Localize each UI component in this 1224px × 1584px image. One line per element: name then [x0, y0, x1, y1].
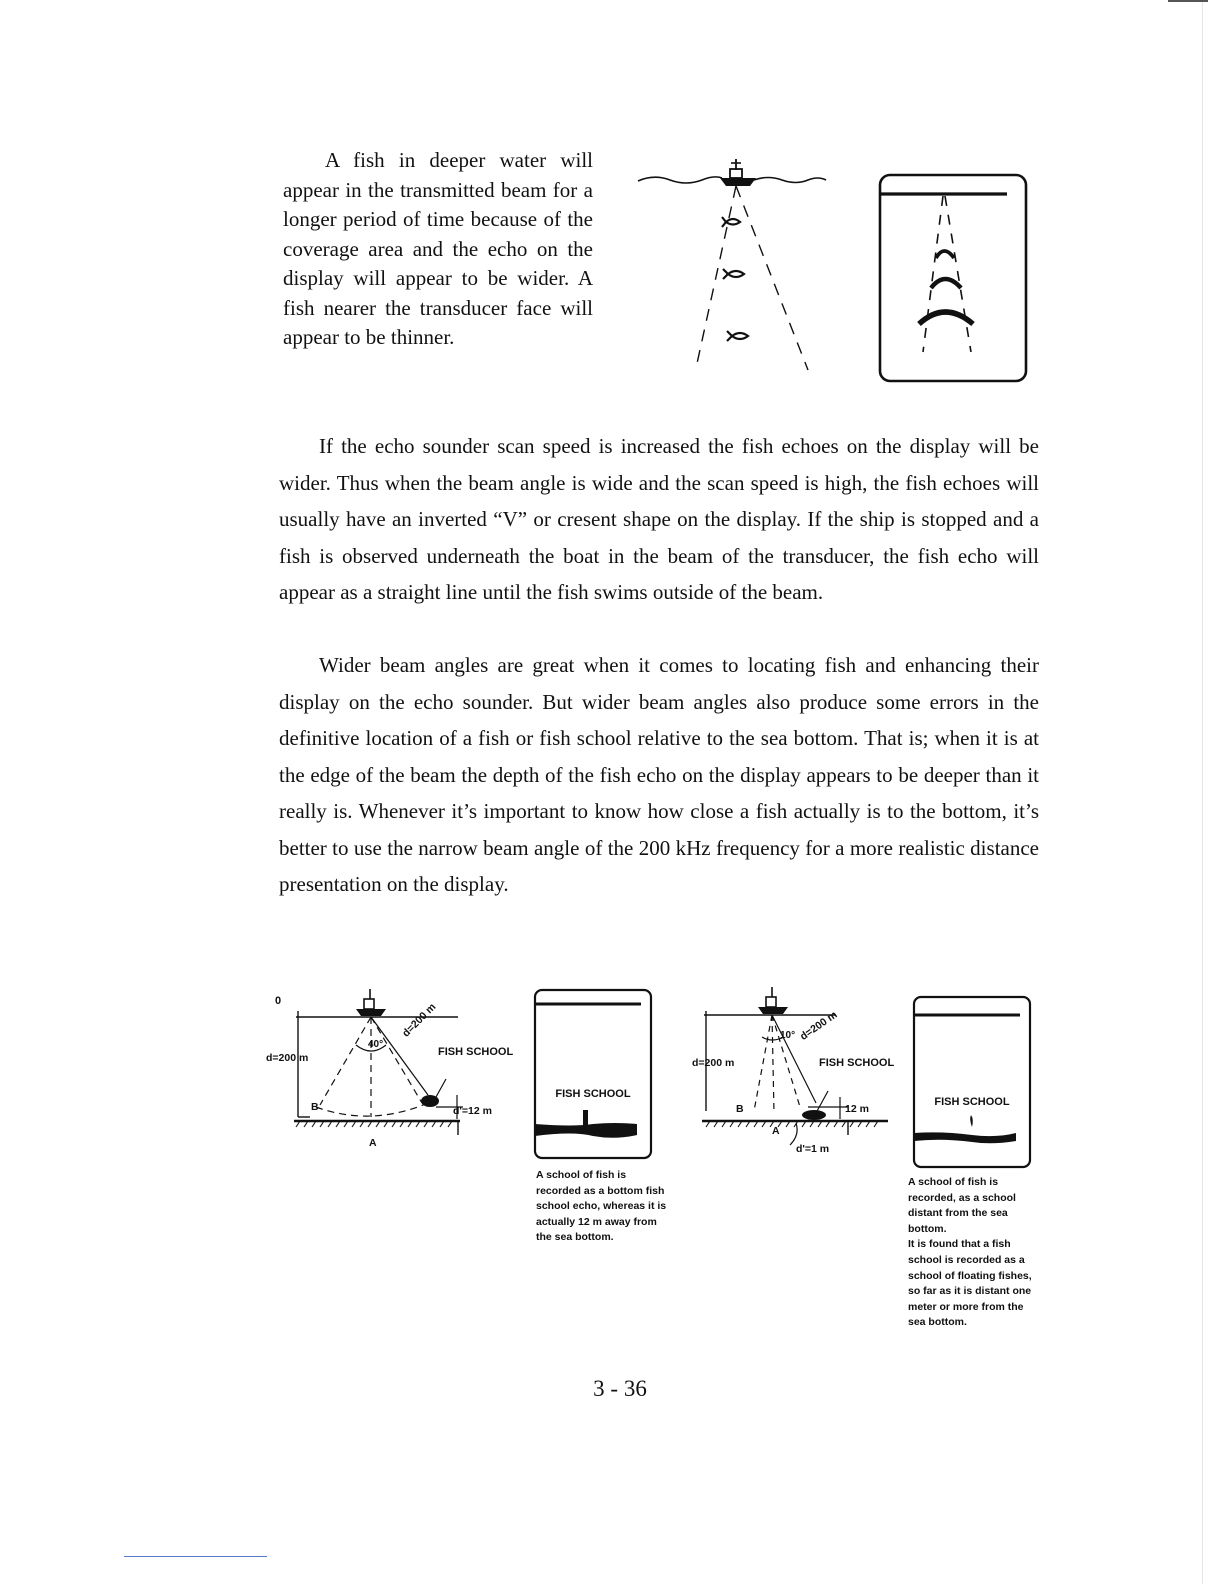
fish-icon	[723, 269, 744, 279]
slant-label: d=200 m	[798, 1008, 840, 1043]
fish-icon	[722, 217, 740, 227]
surface-label: 0	[275, 995, 282, 1007]
school-label: FISH SCHOOL	[819, 1057, 895, 1069]
body-paragraph: Wider beam angles are great when it comes to locating fish and enhancing their display on the echo sounder. But wider beam angles also produce some errors in the definitive location of a fish or fish school relative to the sea bottom. That is; when it is at the edge of the beam the depth of the fish echo on the display appears to be deeper than it really is. Whenever it’s important to know how close a fish actually is to the bottom, it’s better to use the narrow beam angle of the 200 kHz frequency for a more realistic distance presentation on the display.	[279, 653, 1039, 896]
fish-icon	[727, 331, 748, 341]
page-edge-line	[1202, 0, 1203, 1584]
wide-beam-geometry	[258, 985, 528, 1155]
ship-icon	[720, 159, 756, 186]
offset-label: 12 m	[845, 1103, 869, 1115]
caption-right-line: A school of fish is recorded, as a school distant from the sea bottom.	[908, 1176, 1016, 1235]
depth-label: d=200 m	[266, 1052, 309, 1064]
narrow-beam-geometry	[688, 985, 912, 1157]
angle-label: 40°	[368, 1039, 384, 1050]
echo-display-diagram	[877, 172, 1029, 384]
narrow-beam-display	[912, 995, 1032, 1169]
beam-diagram	[636, 156, 836, 376]
point-a-label: A	[772, 1125, 780, 1137]
wide-beam-display	[533, 988, 653, 1160]
offset-label: d'=12 m	[453, 1105, 492, 1117]
caption-right-line: It is found that a fish school is recorded as a school of floating fishes, so far as it is distant one meter or more from the sea bottom.	[908, 1238, 1032, 1329]
display-label: FISH SCHOOL	[555, 1088, 631, 1100]
caption-left: A school of fish is recorded as a bottom fish school echo, whereas it is actually 12 m away from the sea bottom.	[536, 1169, 667, 1244]
school-label: FISH SCHOOL	[438, 1046, 514, 1058]
page-number: 3 - 36	[593, 1376, 647, 1401]
gap-label: d'=1 m	[796, 1143, 830, 1155]
body-paragraph: If the echo sounder scan speed is increased the fish echoes on the display will be wider. Thus when the beam angle is wide and the scan speed is high, the fish echoes will usually have an inverted “V” or cresent shape on the display. If the ship is stopped and a fish is observed underneath the boat in the beam of the transducer, the fish echo will appear as a straight line until the fish swims outside of the beam.	[279, 434, 1039, 604]
slant-label: d=200 m	[400, 1001, 439, 1040]
point-b-label: B	[311, 1101, 319, 1113]
display-label: FISH SCHOOL	[934, 1096, 1010, 1108]
scan-corner-mark	[1168, 0, 1208, 2]
footer-rule	[124, 1556, 267, 1557]
point-b-label: B	[736, 1103, 744, 1115]
angle-label: 10°	[780, 1030, 796, 1041]
intro-paragraph: A fish in deeper water will appear in the transmitted beam for a longer period of time because of the coverage area and the echo on the display will appear to be wider. A fish nearer the transducer face will appear to be thinner.	[283, 148, 593, 349]
depth-label: d=200 m	[692, 1057, 735, 1069]
caption-right	[908, 1175, 1036, 1331]
point-a-label: A	[369, 1137, 377, 1149]
